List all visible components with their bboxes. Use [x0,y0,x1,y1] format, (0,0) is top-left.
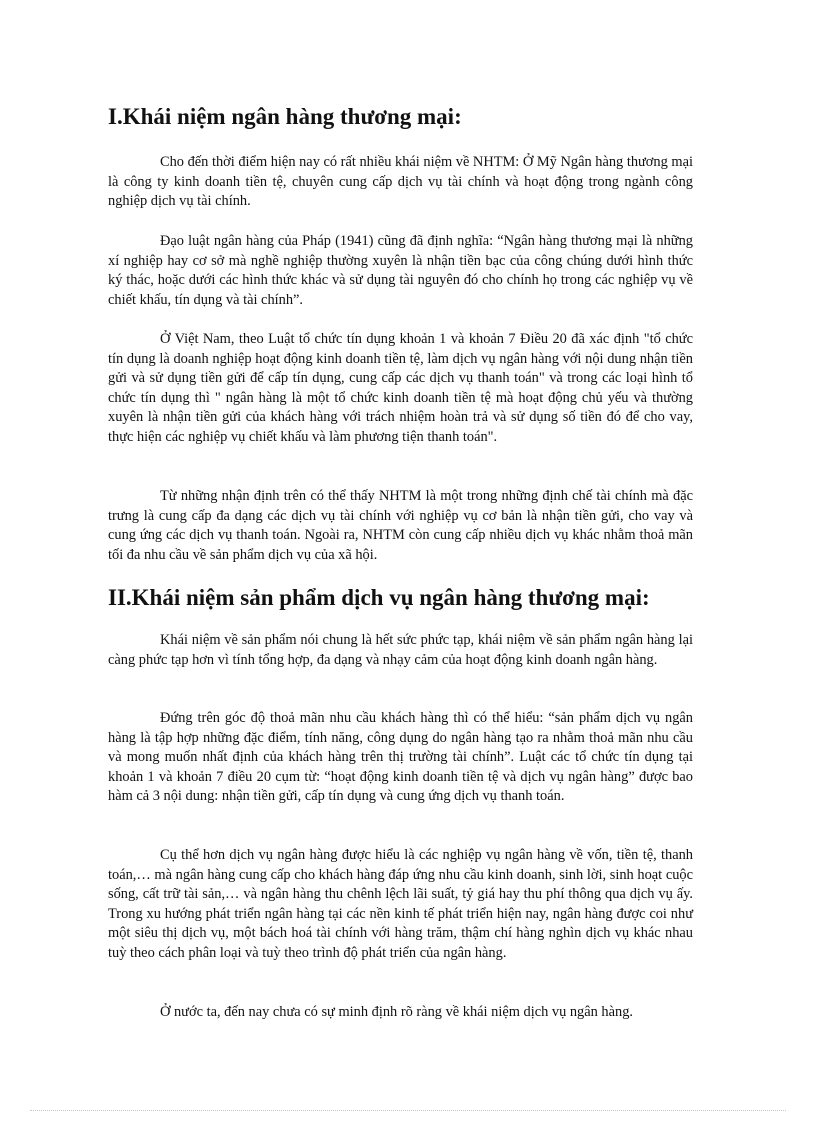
section-heading: II.Khái niệm sản phẩm dịch vụ ngân hàng thương mại: [108,585,650,610]
paragraph: Ở nước ta, đến nay chưa có sự minh định rõ ràng về khái niệm dịch vụ ngân hàng. [160,1004,634,1020]
paragraph: Cụ thể hơn dịch vụ ngân hàng được hiểu là các nghiệp vụ ngân hàng về vốn, tiền tệ, thanh toán,… mà ngân hàng cung cấp cho khách hàng đáp ứng nhu cầu kinh doanh, sinh lời, sinh hoạt cuộc sống, cất trữ tài sản,… và ngân hàng thu chênh lệch lãi suất, tỷ giá hay thu phí thông qua dịch vụ ấy. Trong xu hướng phát triển ngân hàng tại các nền kinh tế phát triển hiện nay, ngân hàng được coi như một siêu thị dịch vụ, một bách hoá tài chính với hàng trăm, thậm chí hàng nghìn dịch vụ khác nhau tuỳ theo cách phân loại và tuỳ theo trình độ phát triển của ngân hàng. [108,847,693,961]
paragraph: Đứng trên góc độ thoả mãn nhu cầu khách hàng thì có thể hiểu: “sản phẩm dịch vụ ngân hàng là tập hợp những đặc điểm, tính năng, công dụng do ngân hàng tạo ra nhằm thoả mãn nhu cầu và mong muốn nhất định của khách hàng trên thị trường tài chính”. Luật các tổ chức tín dụng tại khoản 1 và khoản 7 điều 20 cụm từ: “hoạt động kinh doanh tiền tệ và dịch vụ ngân hàng” được bao hàm cả 3 nội dung: nhận tiền gửi, cấp tín dụng và cung ứng dịch vụ thanh toán. [108,710,693,805]
page-bottom-divider [30,1110,786,1111]
paragraph: Ở Việt Nam, theo Luật tổ chức tín dụng khoản 1 và khoản 7 Điều 20 đã xác định "tổ chức tín dụng là doanh nghiệp hoạt động kinh doanh tiền tệ, làm dịch vụ ngân hàng với nội dung nhận tiền gửi và sử dụng tiền gửi để cấp tín dụng, cung cấp các dịch vụ thanh toán" và trong các loại hình tổ chức tín dụng thì " ngân hàng là một tổ chức kinh doanh tiền tệ mà hoạt động chủ yếu và thường xuyên là nhận tiền gửi của khách hàng với trách nhiệm hoàn trả và sử dụng số tiền đó để cho vay, thực hiện các nghiệp vụ chiết khấu và làm phương tiện thanh toán". [108,331,693,445]
paragraph: Từ những nhận định trên có thể thấy NHTM là một trong những định chế tài chính mà đặc trưng là cung cấp đa dạng các dịch vụ tài chính với nghiệp vụ cơ bản là nhận tiền gửi, cho vay và cung ứng các dịch vụ thanh toán. Ngoài ra, NHTM còn cung cấp nhiều dịch vụ khác nhằm thoả mãn tối đa nhu cầu về sản phẩm dịch vụ của xã hội. [108,488,693,563]
paragraph: Khái niệm về sản phẩm nói chung là hết sức phức tạp, khái niệm về sản phẩm ngân hàng lại càng phức tạp hơn vì tính tổng hợp, đa dạng và nhạy cảm của hoạt động kinh doanh ngân hàng. [108,632,693,668]
paragraph: Đạo luật ngân hàng của Pháp (1941) cũng đã định nghĩa: “Ngân hàng thương mại là những xí nghiệp hay cơ sở mà nghề nghiệp thường xuyên là nhận tiền bạc của công chúng dưới hình thức ký thác, hoặc dưới các hình thức khác và sử dụng tài nguyên đó cho chính họ trong các nghiệp vụ về chiết khấu, tín dụng và tài chính”. [108,233,693,308]
section-heading: I.Khái niệm ngân hàng thương mại: [108,104,462,129]
paragraph: Cho đến thời điểm hiện nay có rất nhiều khái niệm về NHTM: Ở Mỹ Ngân hàng thương mại là công ty kinh doanh tiền tệ, chuyên cung cấp dịch vụ tài chính và hoạt động trong ngành công nghiệp dịch vụ tài chính. [108,154,693,210]
